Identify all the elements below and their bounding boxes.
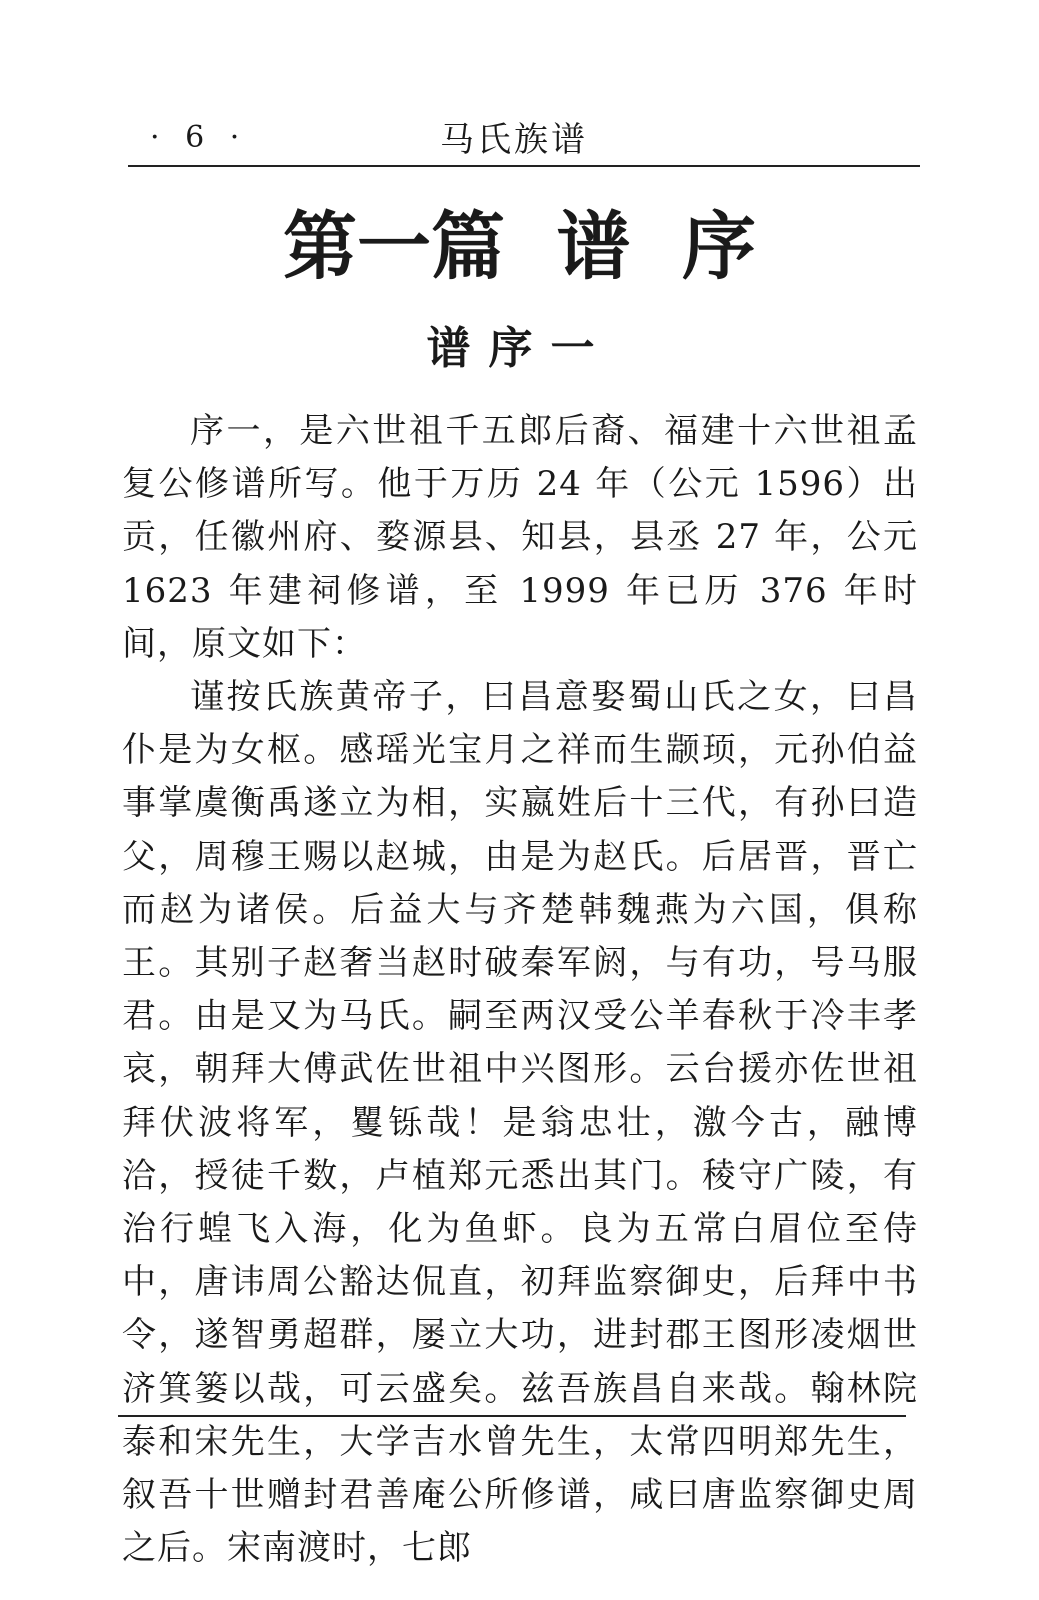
section-title: 谱序一: [426, 323, 613, 374]
header-rule: [128, 165, 920, 167]
body-text: [122, 405, 918, 1575]
page-number: · 6 ·: [150, 120, 248, 155]
running-title: 马氏族谱: [440, 120, 588, 160]
chapter-title: 第一篇 谱 序: [282, 204, 757, 290]
paragraph-original-text: 谨按氏族黄帝子，曰昌意娶蜀山氏之女，曰昌仆是为女枢。感瑶光宝月之祥而生颛顼，元孙伯益事掌虞衡禹遂立为相，实嬴姓后十三代，有孙曰造父，周穆王赐以赵城，由是为赵氏。后居晋，晋亡而赵为诸侯。后益大与齐楚韩魏燕为六国，俱称王。其别子赵奢当赵时破秦军阏，与有功，号马服君。由是又为马氏。嗣至两汉受公羊春秋于冷丰孝哀，朝拜大傅武佐世祖中兴图形。云台援亦佐世祖拜伏波将军，矍铄哉！是翁忠壮，激今古，融博洽，授徒千数，卢植郑元悉出其门。稜守广陵，有治行蝗飞入海，化为鱼虾。良为五常白眉位至侍中，唐讳周公豁达侃直，初拜监察御史，后拜中书令，遂智勇超群，屡立大功，进封郡王图形凌烟世济箕篓以哉，可云盛矣。兹吾族昌自来哉。翰林院泰和宋先生，大学吉水曾先生，太常四明郑先生，叙吾十世赠封君善庵公所修谱，咸曰唐监察御史周之后。宋南渡时，七郎: [122, 677, 918, 1569]
footer-rule: [118, 1415, 906, 1417]
paragraph-intro: 序一，是六世祖千五郎后裔、福建十六世祖孟复公修谱所写。他于万历 24 年（公元 1596）出贡，任徽州府、婺源县、知县，县丞 27 年，公元 1623 年建祠修谱，至 1999 年已历 376 年时间，原文如下：: [122, 411, 918, 664]
